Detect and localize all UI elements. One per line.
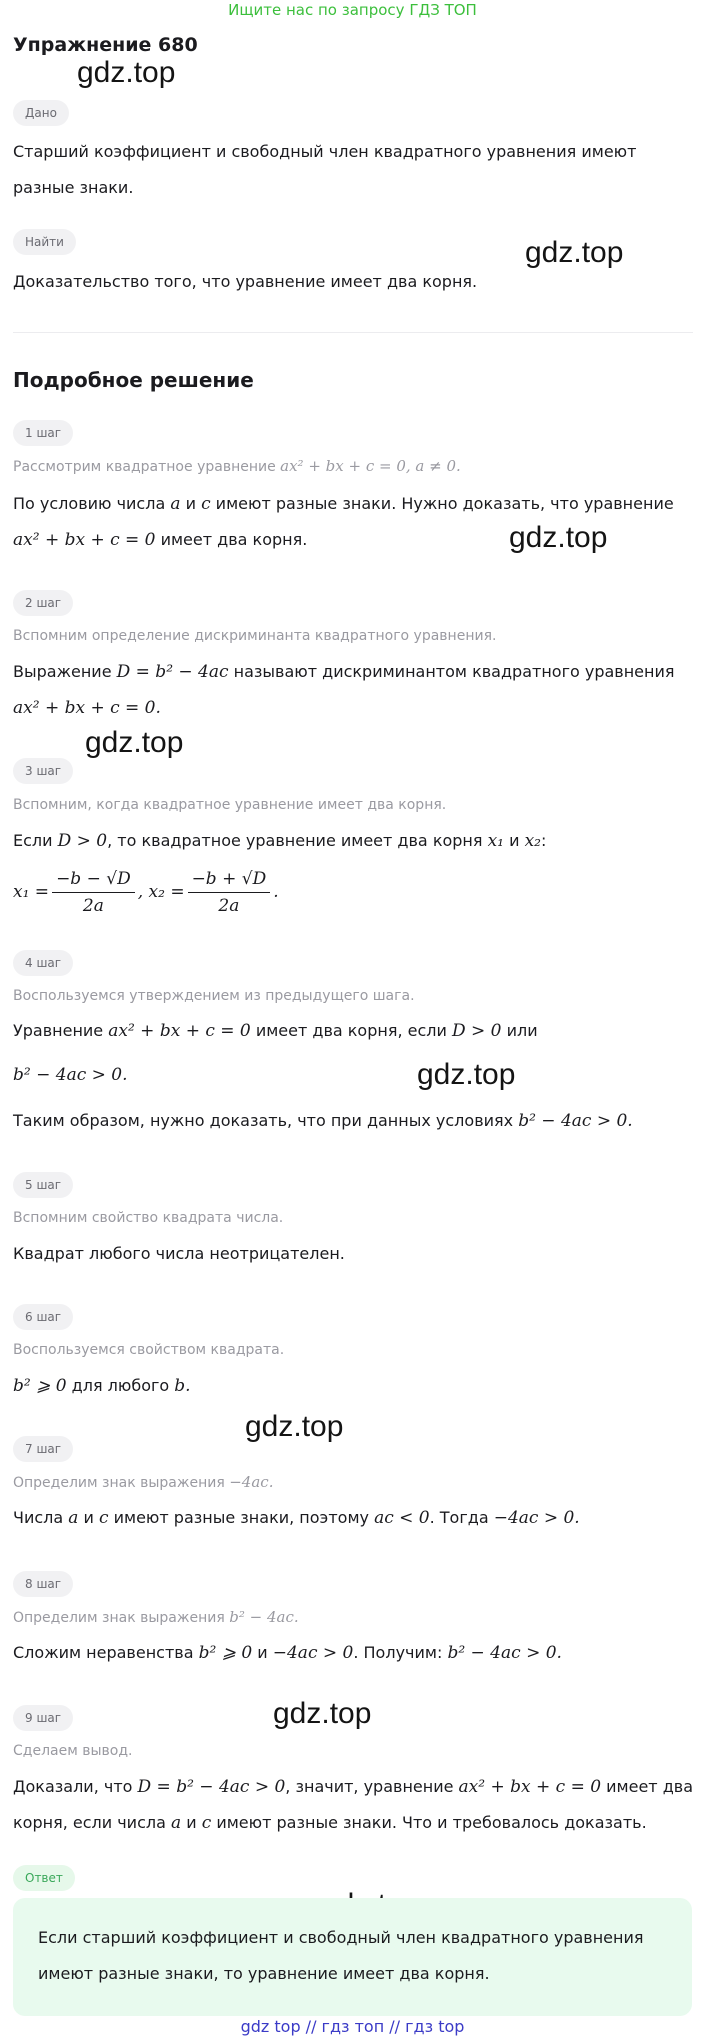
step-tag: 8 шаг — [13, 1571, 73, 1597]
watermark: gdz.top — [245, 1410, 344, 1443]
step-tag: 3 шаг — [13, 758, 73, 784]
divider — [13, 332, 693, 333]
step-text: Доказали, что D = b² − 4ac > 0, значит, уравнение ax² + bx + c = 0 имеет два корня, если числа a и c имеют разные знаки. Что и требовалось доказать. — [13, 1777, 693, 1833]
step-text: Если D > 0, то квадратное уравнение имеет два корня x₁ и x₂: — [13, 831, 547, 851]
step-tag: 2 шаг — [13, 590, 73, 616]
step-tag: 4 шаг — [13, 950, 73, 976]
step-hint: Вспомним определение дискриминанта квадратного уравнения. — [13, 628, 497, 644]
step-hint: Вспомним, когда квадратное уравнение имеет два корня. — [13, 797, 447, 813]
step-hint: Воспользуемся утверждением из предыдущего шага. — [13, 988, 415, 1004]
step-text: По условию числа a и c имеют разные знаки. Нужно доказать, что уравнение ax² + bx + c = 0 имеет два корня. — [13, 494, 674, 550]
find-tag: Найти — [13, 229, 76, 255]
step-tag: 7 шаг — [13, 1436, 73, 1462]
find-text: Доказательство того, что уравнение имеет два корня. — [13, 272, 478, 291]
step-hint: Определим знак выражения −4ac. — [13, 1473, 274, 1491]
step-hint: Воспользуемся свойством квадрата. — [13, 1342, 285, 1358]
fraction: $\frac{-b - √D}{2a}$ — [52, 866, 135, 919]
step-text: b² ⩾ 0 для любого b. — [13, 1376, 191, 1396]
page-title: Упражнение 680 — [13, 34, 198, 56]
step-text: Таким образом, нужно доказать, что при данных условиях b² − 4ac > 0. — [13, 1111, 633, 1131]
step-hint: Рассмотрим квадратное уравнение ax² + bx + c = 0, a ≠ 0. — [13, 457, 461, 475]
watermark: gdz.top — [509, 521, 608, 554]
step-hint: Вспомним свойство квадрата числа. — [13, 1210, 284, 1226]
fraction: $\frac{-b + √D}{2a}$ — [188, 866, 271, 919]
given-text: Старший коэффициент и свободный член квадратного уравнения имеют разные знаки. — [13, 142, 637, 197]
watermark: gdz.top — [525, 236, 624, 269]
step-text: Уравнение ax² + bx + c = 0 имеет два корня, если D > 0 или — [13, 1021, 538, 1041]
top-banner: Ищите нас по запросу ГДЗ ТОП — [228, 1, 477, 19]
watermark: gdz.top — [417, 1058, 516, 1091]
step-text: Квадрат любого числа неотрицателен. — [13, 1244, 345, 1263]
answer-text: Если старший коэффициент и свободный член квадратного уравнения имеют разные знаки, то уравнение имеет два корня. — [38, 1928, 644, 1983]
step-text: Выражение D = b² − 4ac называют дискриминантом квадратного уравнения ax² + bx + c = 0. — [13, 662, 675, 718]
step-text: Сложим неравенства b² ⩾ 0 и −4ac > 0. Получим: b² − 4ac > 0. — [13, 1643, 562, 1663]
step-tag: 5 шаг — [13, 1172, 73, 1198]
answer-tag: Ответ — [13, 1865, 75, 1891]
step-tag: 1 шаг — [13, 420, 73, 446]
roots-formula: x₁ = $\frac{-b - √D}{2a}$ , x₂ = $\frac{-b + √D}{2a}$ . — [13, 866, 693, 919]
watermark: gdz.top — [85, 726, 184, 759]
step-text: b² − 4ac > 0. — [13, 1065, 128, 1085]
answer-box — [13, 1898, 692, 2016]
step-tag: 9 шаг — [13, 1705, 73, 1731]
watermark: gdz.top — [273, 1697, 372, 1730]
step-text: Числа a и c имеют разные знаки, поэтому ac < 0. Тогда −4ac > 0. — [13, 1508, 580, 1528]
watermark: gdz.top — [77, 56, 176, 89]
step-hint: Сделаем вывод. — [13, 1743, 133, 1759]
step-hint: Определим знак выражения b² − 4ac. — [13, 1608, 299, 1626]
given-tag: Дано — [13, 100, 69, 126]
step-tag: 6 шаг — [13, 1304, 73, 1330]
footer-links[interactable]: gdz top // гдз топ // гдз top — [240, 2017, 465, 2036]
solution-heading: Подробное решение — [13, 368, 254, 392]
